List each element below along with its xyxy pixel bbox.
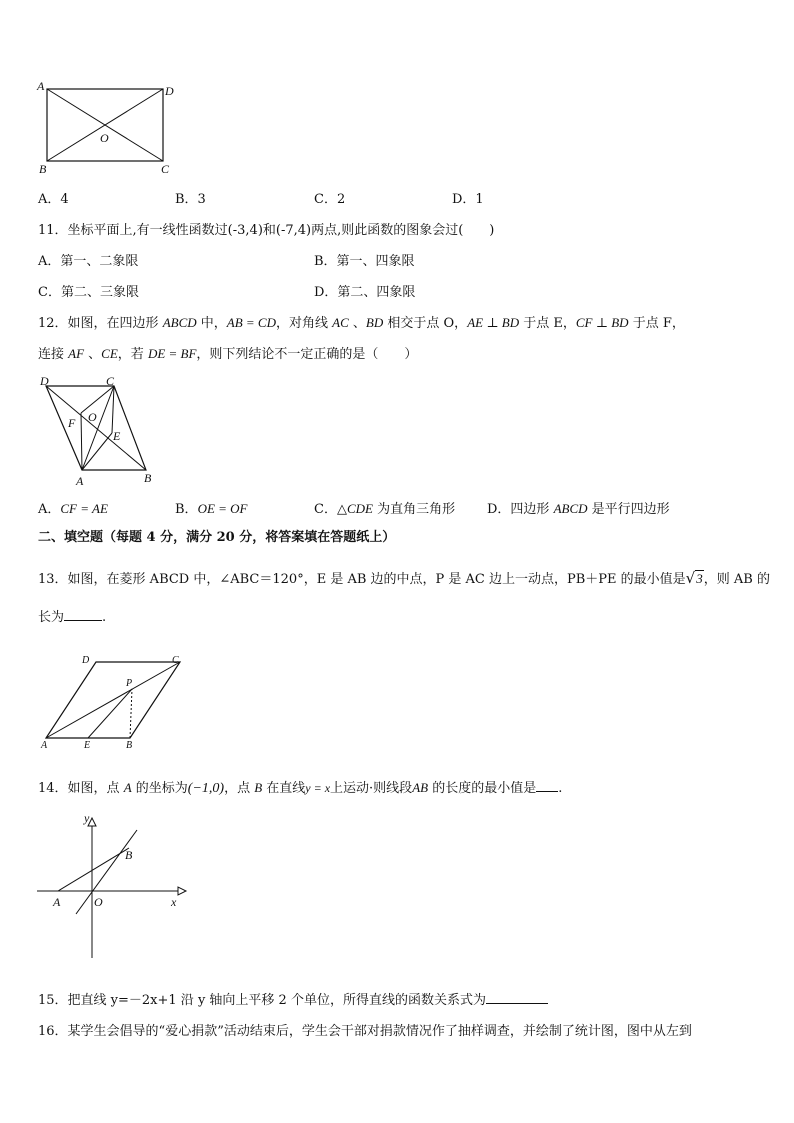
q12-option-a bbox=[38, 498, 108, 517]
q11-option-d: D．第二、四象限 bbox=[314, 285, 416, 300]
label-x: x bbox=[171, 895, 177, 909]
q12-math: CF ⊥ BD bbox=[575, 315, 629, 330]
q12-math: AE ⊥ BD bbox=[467, 315, 520, 330]
label-c: C bbox=[172, 655, 179, 666]
label-b: B bbox=[144, 471, 152, 485]
label-b: B bbox=[125, 848, 133, 862]
sqrt-value: 3 bbox=[696, 571, 703, 586]
answer-blank bbox=[64, 608, 102, 621]
q12-text: ，则下列结论不一定正确的是（ ） bbox=[196, 347, 418, 362]
q11-question: 11．坐标平面上,有一线性函数过(-3,4)和(-7,4)两点,则此函数的图象会过( ) bbox=[38, 223, 495, 238]
option-math: CDE bbox=[346, 501, 373, 516]
x-axis-arrow bbox=[178, 887, 186, 895]
coordinate-figure bbox=[34, 810, 194, 962]
label-o: O bbox=[88, 410, 97, 424]
segment-pb bbox=[130, 689, 132, 738]
q12-text: 于点 E， bbox=[519, 316, 576, 331]
q12-math: CE bbox=[101, 346, 118, 361]
q14-math: y = x bbox=[305, 781, 331, 795]
q12-text: 连接 bbox=[38, 347, 69, 362]
label-e: E bbox=[113, 429, 121, 443]
label-p: P bbox=[126, 678, 133, 689]
q13-text: 长为 bbox=[38, 610, 65, 625]
q14-text: 14．如图，点 bbox=[38, 781, 124, 796]
q14-math: (−1,0) bbox=[187, 781, 225, 796]
q13-text: 13．如图，在菱形 ABCD 中，∠ABC＝120°，E 是 AB 边的中点，P 是 AC 边上一动点，PB＋PE 的最小值是 bbox=[38, 572, 686, 587]
diagonal-db bbox=[46, 386, 146, 470]
diagonal-ac bbox=[46, 662, 180, 738]
q11-option-a: A．第一、二象限 bbox=[38, 254, 139, 269]
answer-blank bbox=[536, 779, 558, 792]
q14-math: AB bbox=[412, 780, 429, 795]
q12-option-d bbox=[487, 498, 670, 517]
q14-text: . bbox=[558, 781, 563, 796]
label-a: A bbox=[41, 740, 48, 750]
q12-math: AF bbox=[68, 346, 85, 361]
rhombus-figure bbox=[36, 652, 186, 750]
line-y-equals-x bbox=[76, 830, 137, 914]
option-math: ABCD bbox=[553, 501, 588, 516]
option-text: 为直角三角形 bbox=[372, 502, 456, 517]
q10-option-d: D．1 bbox=[452, 192, 484, 207]
label-d: D bbox=[82, 655, 90, 666]
label-o: O bbox=[100, 131, 109, 145]
option-label: C．△ bbox=[314, 502, 347, 517]
q10-option-b: B．3 bbox=[175, 192, 206, 207]
q12-option-b bbox=[175, 498, 248, 517]
q12-math: BD bbox=[365, 315, 384, 330]
option-math: OE = OF bbox=[197, 501, 248, 516]
answer-blank bbox=[486, 991, 548, 1004]
option-text: 是平行四边形 bbox=[587, 502, 670, 517]
option-label: B． bbox=[175, 502, 198, 517]
label-c: C bbox=[106, 374, 115, 388]
q12-math: DE = BF bbox=[147, 346, 197, 361]
q13-text: ，则 AB 的 bbox=[703, 572, 770, 587]
q14-text: ，点 bbox=[224, 781, 255, 796]
sqrt-symbol: √ bbox=[685, 569, 696, 587]
q12-text: 、 bbox=[348, 316, 366, 331]
label-b: B bbox=[39, 162, 47, 176]
label-f: F bbox=[68, 416, 76, 430]
q13-question-line2 bbox=[38, 606, 106, 625]
option-label: D．四边形 bbox=[487, 502, 554, 517]
q14-question bbox=[38, 777, 562, 797]
label-a: A bbox=[76, 474, 84, 488]
q12-text: ，若 bbox=[117, 347, 148, 362]
q12-text: 12．如图，在四边形 bbox=[38, 316, 163, 331]
q12-text: 、 bbox=[84, 347, 102, 362]
segment-ae bbox=[82, 433, 112, 470]
q14-text: 的坐标为 bbox=[131, 781, 188, 796]
q14-math: B bbox=[254, 780, 263, 795]
q12-question-line1 bbox=[38, 312, 685, 331]
q12-text: 相交于点 O， bbox=[383, 316, 468, 331]
option-math: CF = AE bbox=[60, 501, 108, 516]
q15-question bbox=[38, 989, 548, 1008]
label-o: O bbox=[94, 895, 103, 909]
q12-text: 于点 F， bbox=[628, 316, 685, 331]
q13-question-line1 bbox=[38, 568, 770, 587]
q16-question: 16．某学生会倡导的“爱心捐款”活动结束后，学生会干部对捐款情况作了抽样调查，并绘制了统计图，图中从左到 bbox=[38, 1024, 692, 1039]
q12-text: ，对角线 bbox=[276, 316, 333, 331]
q11-option-b: B．第一、四象限 bbox=[314, 254, 415, 269]
label-b: B bbox=[126, 740, 133, 750]
segment-ab bbox=[58, 848, 129, 891]
label-d: D bbox=[40, 374, 49, 388]
q12-math: AB = CD bbox=[226, 315, 276, 330]
label-y: y bbox=[84, 811, 90, 825]
q14-text: 上运动·则线段 bbox=[330, 781, 413, 796]
q12-math: AC bbox=[332, 315, 349, 330]
q10-option-c: C．2 bbox=[314, 192, 346, 207]
label-a: A bbox=[53, 895, 61, 909]
segment-pe bbox=[88, 689, 132, 738]
q14-text: 的长度的最小值是 bbox=[428, 781, 537, 796]
q12-math: ABCD bbox=[162, 315, 197, 330]
section-heading: 二、填空题（每题 4 分，满分 20 分，将答案填在答题纸上） bbox=[38, 530, 396, 545]
q12-option-c bbox=[314, 498, 455, 517]
segment-af bbox=[81, 413, 82, 470]
q14-text: 在直线 bbox=[262, 781, 306, 796]
label-e: E bbox=[84, 740, 91, 750]
q10-option-a: A．4 bbox=[38, 192, 69, 207]
q13-text: . bbox=[102, 610, 107, 625]
segment-ce bbox=[112, 386, 114, 433]
q12-text: 中， bbox=[196, 316, 227, 331]
q11-option-c: C．第二、三象限 bbox=[38, 285, 139, 300]
option-label: A． bbox=[38, 502, 61, 517]
quadrilateral-figure bbox=[34, 372, 164, 492]
label-d: D bbox=[165, 84, 174, 98]
q14-math: A bbox=[123, 780, 132, 795]
q15-text: 15．把直线 y=－2x+1 沿 y 轴向上平移 2 个单位，所得直线的函数关系式为 bbox=[38, 993, 486, 1008]
rectangle-figure bbox=[34, 78, 184, 178]
label-c: C bbox=[161, 162, 170, 176]
q12-question-line2 bbox=[38, 343, 417, 362]
label-a: A bbox=[37, 79, 45, 93]
